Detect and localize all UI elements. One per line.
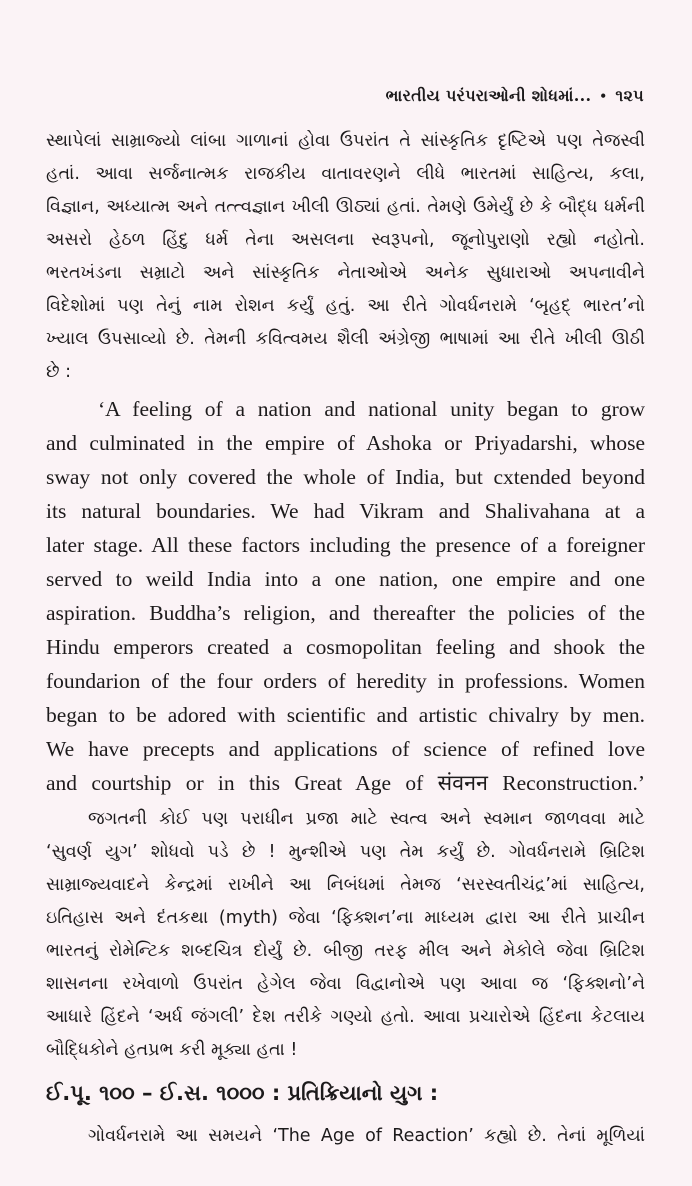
quote-line: began to be adored with scientific and artistic chivalry by men. bbox=[46, 703, 645, 727]
paragraph-1-line: વિદેશોમાં પણ તેનું નામ રોશન કર્યું હતું. આ રીતે ગોવર્ધનરામે ‘બૃહદ્ ભારત’નો bbox=[46, 296, 645, 316]
header-bullet: • bbox=[599, 89, 608, 103]
paragraph-1-line: હતાં. આવા સર્જનાત્મક રાજકીય વાતાવરણને લીધે ભારતમાં સાહિત્ય, કલા, bbox=[46, 164, 645, 184]
quote-line: sway not only covered the whole of India, but cxtended beyond bbox=[46, 465, 645, 489]
quote-line: and culminated in the empire of Ashoka or Priyadarshi, whose bbox=[46, 431, 645, 455]
quote-line: We have precepts and applications of science of refined love bbox=[46, 737, 645, 761]
running-title: ભારતીય પરંપરાઓની શોધમાં... bbox=[385, 86, 592, 105]
quote-line: its natural boundaries. We had Vikram and Shalivahana at a bbox=[46, 499, 645, 523]
paragraph-3-line: ગોવર્ધનરામે આ સમયને ‘The Age of Reaction’ કહ્યો છે. તેનાં મૂળિયાં bbox=[88, 1126, 645, 1146]
paragraph-1-line: અસરો હેઠળ હિંદુ ધર્મ તેના અસલના સ્વરૂપનો, જૂનોપુરાણો રહ્યો નહોતો. bbox=[46, 230, 645, 250]
quote-line: ‘A feeling of a nation and national unity began to grow bbox=[98, 397, 645, 421]
paragraph-2-line: બૌદ્ધિકોને હતપ્રભ કરી મૂક્યા હતા ! bbox=[46, 1040, 298, 1060]
quote-line: later stage. All these factors including the presence of a foreigner bbox=[46, 533, 645, 557]
quote-line: foundarion of the four orders of heredity in professions. Women bbox=[46, 669, 645, 693]
paragraph-1-line: વિજ્ઞાન, અધ્યાત્મ અને તત્ત્વજ્ઞાન ખીલી ઊઠ્યાં હતાં. તેમણે ઉમેર્યું છે કે બૌદ્ધ ધર્મની bbox=[46, 197, 645, 217]
paragraph-2-line: સામ્રાજ્યવાદને કેન્દ્રમાં રાખીને આ નિબંધમાં તેમજ ‘સરસ્વતીચંદ્ર’માં સાહિત્ય, bbox=[46, 875, 645, 895]
paragraph-2-line: ઇતિહાસ અને દંતકથા (myth) જેવા ‘ફિક્શન’ના માધ્યમ દ્વારા આ રીતે પ્રાચીન bbox=[46, 908, 645, 928]
paragraph-2-line: આધારે હિંદને ‘અર્ધ જંગલી’ દેશ તરીકે ગણ્યો હતો. આવા પ્રચારોએ હિંદના કેટલાય bbox=[46, 1007, 645, 1027]
paragraph-1-line: ખ્યાલ ઉપસાવ્યો છે. તેમની કવિત્વમય શૈલી અંગ્રેજી ભાષામાં આ રીતે ખીલી ઊઠી bbox=[46, 329, 645, 349]
quote-line: and courtship or in this Great Age of संवनन Reconstruction.’ bbox=[46, 771, 645, 795]
paragraph-1-line: ભરતખંડના સમ્રાટો અને સાંસ્કૃતિક નેતાઓએ અનેક સુધારાઓ અપનાવીને bbox=[46, 263, 645, 283]
paragraph-2-line: ભારતનું રોમેન્ટિક શબ્દચિત્ર દોર્યું છે. બીજી તરફ મીલ અને મેકોલે જેવા બ્રિટિશ bbox=[46, 941, 645, 961]
paragraph-2-line: ‘સુવર્ણ યુગ’ શોધવો પડે છે ! મુન્શીએ પણ તેમ કર્યું છે. ગોવર્ધનરામે બ્રિટિશ bbox=[46, 842, 645, 862]
section-heading: ઈ.પૂ. ૧૦૦ – ઈ.સ. ૧૦૦૦ : પ્રતિક્રિયાનો યુગ : bbox=[46, 1081, 439, 1105]
paragraph-2-line: જગતની કોઈ પણ પરાધીન પ્રજા માટે સ્વત્વ અને સ્વમાન જાળવવા માટે bbox=[88, 809, 645, 829]
paragraph-2-line: શાસનના રખેવાળો ઉપરાંત હેગેલ જેવા વિદ્વાનોએ પણ આવા જ ‘ફિક્શનો’ને bbox=[46, 974, 645, 994]
quote-line: Hindu emperors created a cosmopolitan feeling and shook the bbox=[46, 635, 645, 659]
quote-line: aspiration. Buddha’s religion, and thereafter the policies of the bbox=[46, 601, 645, 625]
page-number: ૧૨૫ bbox=[615, 86, 644, 105]
quote-line: served to weild India into a one nation, one empire and one bbox=[46, 567, 645, 591]
paragraph-1-line: છે : bbox=[46, 362, 71, 382]
paragraph-1-line: સ્થાપેલાં સામ્રાજ્યો લાંબા ગાળાનાં હોવા ઉપરાંત તે સાંસ્કૃતિક દૃષ્ટિએ પણ તેજસ્વી bbox=[46, 131, 645, 151]
running-header bbox=[386, 86, 644, 106]
